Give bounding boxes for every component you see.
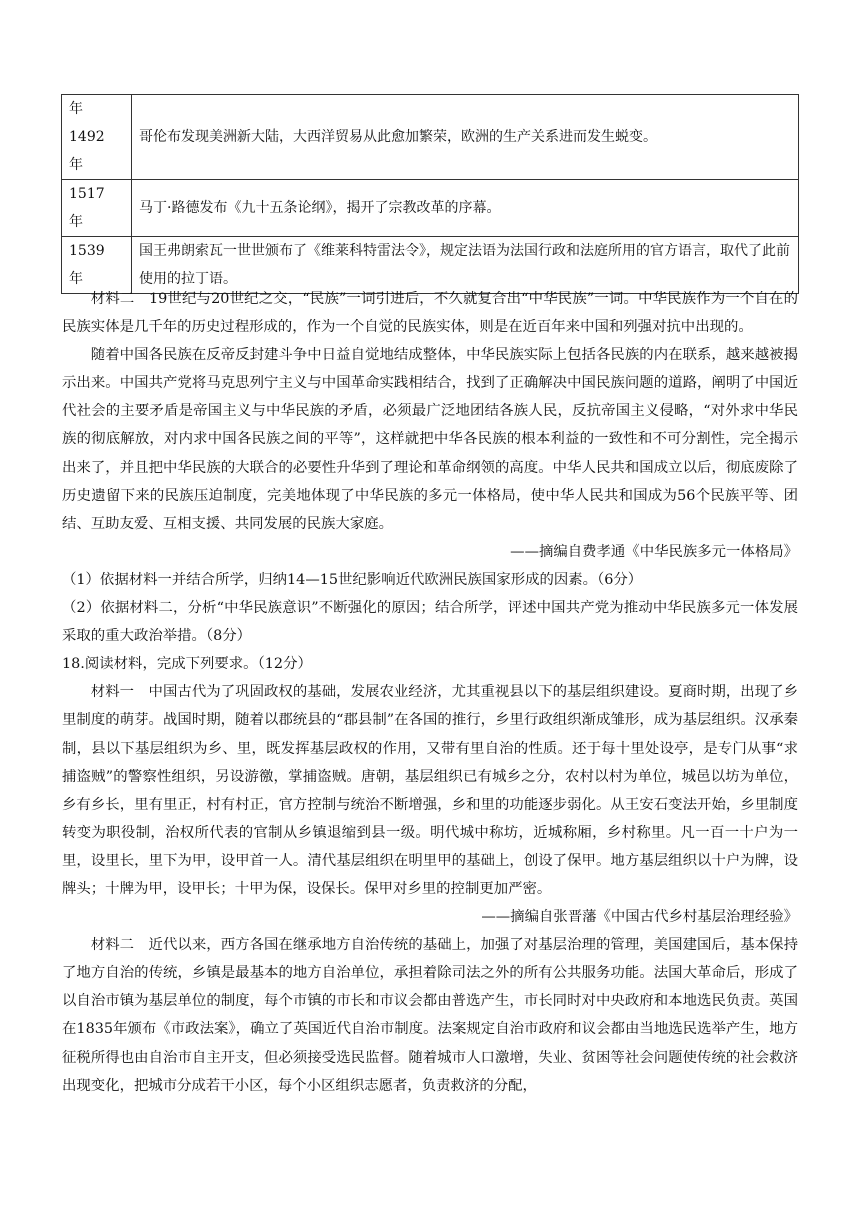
question-18-heading: 18.阅读材料，完成下列要求。（12分） (62, 656, 312, 673)
question-2: （2）依据材料二，分析“中华民族意识”不断强化的原因；结合所学，评述中国共产党为推动中华民族多元一体发展采取的重大政治举措。（8分） (62, 600, 798, 645)
material-paragraph: 材料二 19世纪与20世纪之交，“民族”一词引进后，不久就复合出“中华民族”一词。中华民族作为一个自在的民族实体是几千年的历史过程形成的，作为一个自觉的民族实体，则是在近百年来中国和列强对抗中出现的。 (62, 291, 798, 336)
source-citation: ——摘编自费孝通《中华民族多元一体格局》 (510, 543, 798, 560)
year-cell: 年 1492 年 (62, 95, 132, 180)
table-row (62, 180, 799, 237)
exam-body-text (62, 285, 798, 1100)
material-paragraph: 随着中国各民族在反帝反封建斗争中日益自觉地结成整体，中华民族实际上包括各民族的内在联系，越来越被揭示出来。中国共产党将马克思列宁主义与中国革命实践相结合，找到了正确解决中国民族问题的道路，阐明了中国近代社会的主要矛盾是帝国主义与中华民族的矛盾，必须最广泛地团结各族人民，反抗帝国主义侵略，“对外求中华民族的彻底解放，对内求中国各民族之间的平等”，这样就把中华各民族的根本利益的一致性和不可分割性，完全揭示出来了，并且把中华民族的大联合的必要性升华到了理论和革命纲领的高度。中华人民共和国成立以后，彻底废除了历史遗留下来的民族压迫制度，完美地体现了中华民族的多元一体格局，使中华人民共和国成为56个民族平等、团结、互助友爱、互相支援、共同发展的民族大家庭。 (62, 347, 798, 532)
history-events-table (61, 94, 799, 294)
event-cell: 国王弗朗索瓦一世世颁布了《维莱科特雷法令》，规定法语为法国行政和法庭所用的官方语言，取代了此前使用的拉丁语。 (132, 237, 799, 294)
event-cell: 马丁·路德发布《九十五条论纲》，揭开了宗教改革的序幕。 (132, 180, 799, 237)
year-cell: 1539 年 (62, 237, 132, 294)
table-row (62, 95, 799, 180)
material-paragraph: 材料二 近代以来，西方各国在继承地方自治传统的基础上，加强了对基层治理的管理，美国建国后，基本保持了地方自治的传统，乡镇是最基本的地方自治单位，承担着除司法之外的所有公共服务功能。法国大革命后，形成了以自治市镇为基层单位的制度，每个市镇的市长和市议会都由普选产生，市长同时对中央政府和本地选民负责。英国在1835年颁布《市政法案》，确立了英国近代自治市制度。法案规定自治市政府和议会都由当地选民选举产生，地方征税所得也由自治市自主开支，但必须接受选民监督。随着城市人口激增，失业、贫困等社会问题使传统的社会救济出现变化，把城市分成若干小区，每个小区组织志愿者，负责救济的分配， (62, 937, 798, 1094)
source-citation: ——摘编自张晋藩《中国古代乡村基层治理经验》 (481, 909, 798, 926)
year-cell: 1517 年 (62, 180, 132, 237)
question-1: （1）依据材料一并结合所学，归纳14—15世纪影响近代欧洲民族国家形成的因素。（6分） (62, 571, 643, 588)
event-cell: 哥伦布发现美洲新大陆，大西洋贸易从此愈加繁荣，欧洲的生产关系进而发生蜕变。 (132, 95, 799, 180)
material-paragraph: 材料一 中国古代为了巩固政权的基础，发展农业经济，尤其重视县以下的基层组织建设。夏商时期，出现了乡里制度的萌芽。战国时期，随着以郡统县的“郡县制”在各国的推行，乡里行政组织渐成雏形，成为基层组织。汉承秦制，县以下基层组织为乡、里，既发挥基层政权的作用，又带有里自治的性质。还于每十里处设亭，是专门从事“求捕盗贼”的警察性组织，另设游徼，掌捕盗贼。唐朝，基层组织已有城乡之分，农村以村为单位，城邑以坊为单位，乡有乡长，里有里正，村有村正，官方控制与统治不断增强，乡和里的功能逐步弱化。从王安石变法开始，乡里制度转变为职役制，治权所代表的官制从乡镇退缩到县一级。明代城中称坊，近城称厢，乡村称里。凡一百一十户为一里，设里长，里下为甲，设甲首一人。清代基层组织在明里甲的基础上，创设了保甲。地方基层组织以十户为牌，设牌头；十牌为甲，设甲长；十甲为保，设保长。保甲对乡里的控制更加严密。 (62, 684, 798, 897)
